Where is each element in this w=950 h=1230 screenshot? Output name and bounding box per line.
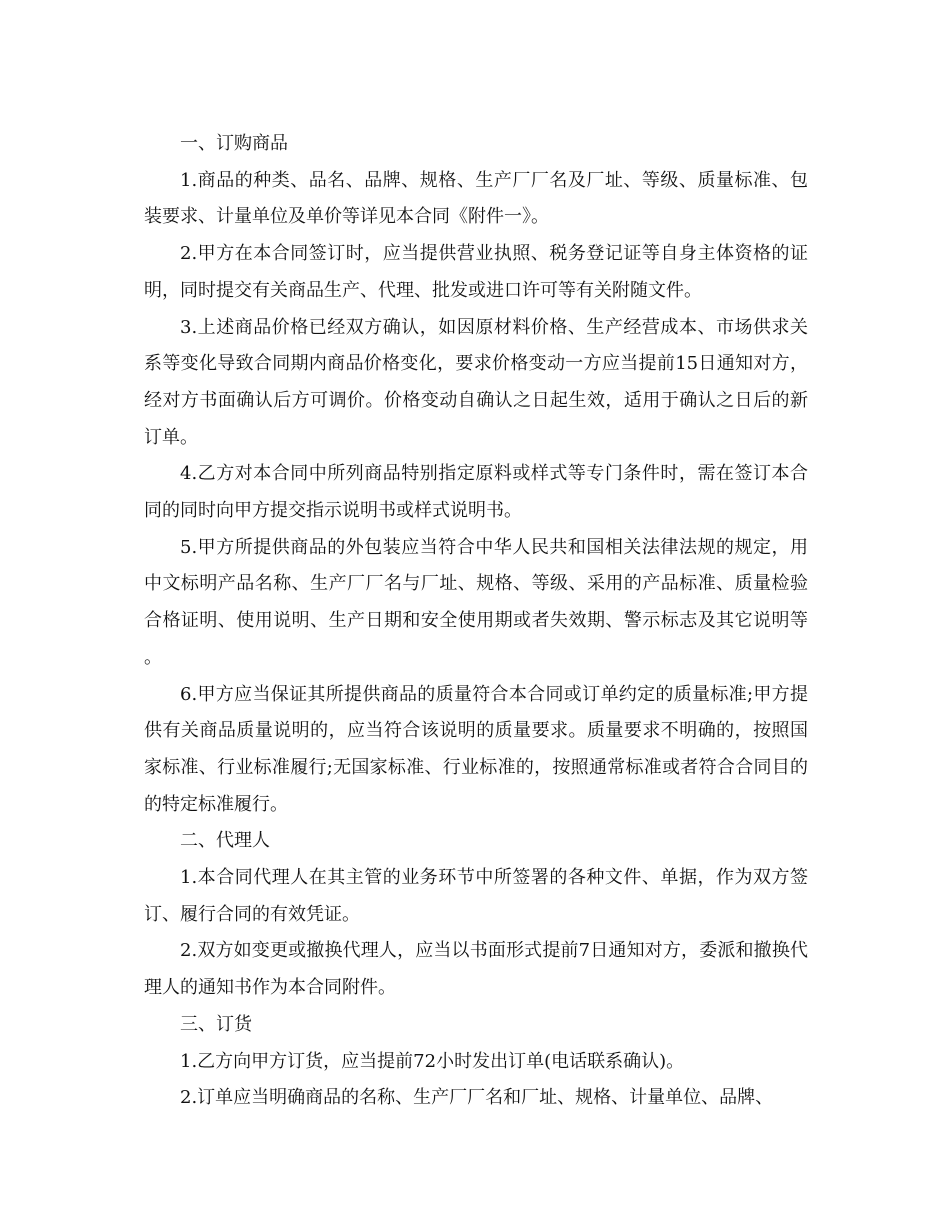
section-heading-agent: 二、代理人 bbox=[180, 830, 270, 852]
section-heading-ordering-goods: 一、订购商品 bbox=[180, 133, 288, 154]
clause-3-2: 2.订单应当明确商品的名称、生产厂厂名和厂址、规格、计量单位、品牌、 bbox=[180, 1087, 774, 1109]
section-heading-ordering: 三、订货 bbox=[180, 1013, 252, 1035]
clause-1-3: 3.上述商品价格已经双方确认，如因原材料价格、生产经营成本、市场供求关系等变化导致合同期内商品价格变化，要求价格变动一方应当提前15日通知对方，经对方书面确认后方可调价。价格变动自确认之日起生效，适用于确认之日后的新订单。 bbox=[144, 316, 808, 448]
clause-3-1: 1.乙方向甲方订货，应当提前72小时发出订单(电话联系确认)。 bbox=[180, 1050, 685, 1072]
clause-1-2: 2.甲方在本合同签订时，应当提供营业执照、税务登记证等自身主体资格的证明，同时提交有关商品生产、代理、批发或进口许可等有关附随文件。 bbox=[144, 243, 808, 301]
clause-2-1: 1.本合同代理人在其主管的业务环节中所签署的各种文件、单据，作为双方签订、履行合同的有效凭证。 bbox=[144, 867, 808, 925]
clause-1-5: 5.甲方所提供商品的外包装应当符合中华人民共和国相关法律法规的规定，用中文标明产品名称、生产厂厂名与厂址、规格、等级、采用的产品标准、质量检验合格证明、使用说明、生产日期和安全使用期或者失效期、警示标志及其它说明等。 bbox=[144, 536, 808, 668]
clause-1-1: 1.商品的种类、品名、品牌、规格、生产厂厂名及厂址、等级、质量标准、包装要求、计量单位及单价等详见本合同《附件一》。 bbox=[144, 169, 808, 228]
contract-body bbox=[144, 126, 808, 1117]
clause-2-2: 2.双方如变更或撤换代理人，应当以书面形式提前7日通知对方，委派和撤换代理人的通知书作为本合同附件。 bbox=[144, 940, 808, 999]
clause-1-4: 4.乙方对本合同中所列商品特别指定原料或样式等专门条件时，需在签订本合同的同时向甲方提交指示说明书或样式说明书。 bbox=[144, 463, 808, 522]
clause-1-6: 6.甲方应当保证其所提供商品的质量符合本合同或订单约定的质量标准;甲方提供有关商品质量说明的，应当符合该说明的质量要求。质量要求不明确的，按照国家标准、行业标准履行;无国家标准、行业标准的，按照通常标准或者符合合同目的的特定标准履行。 bbox=[144, 683, 808, 815]
